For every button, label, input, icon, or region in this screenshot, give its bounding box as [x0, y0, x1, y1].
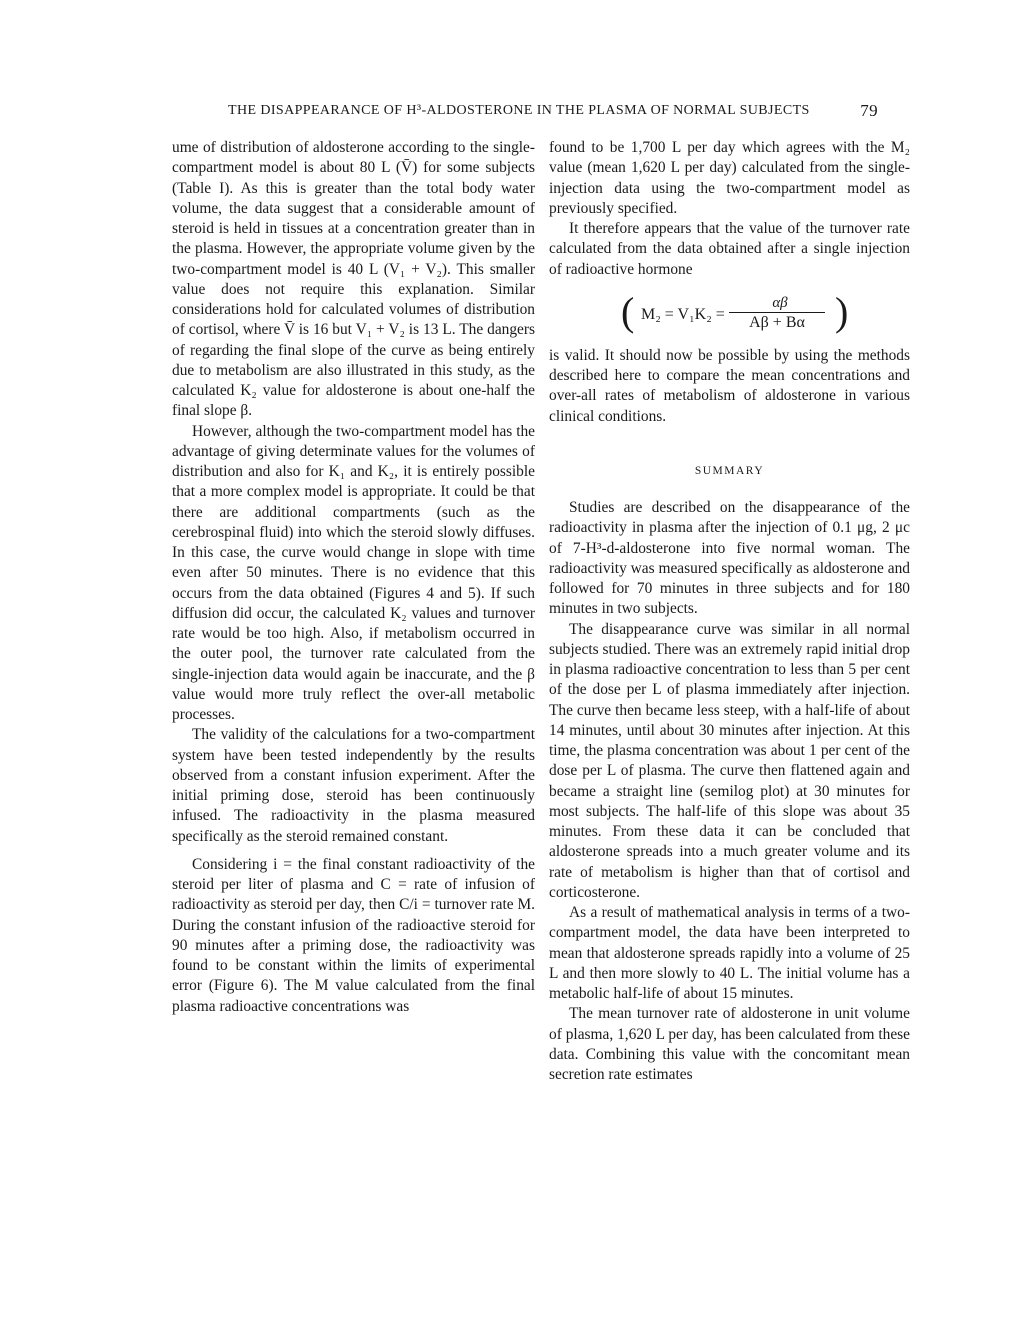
running-title: THE DISAPPEARANCE OF H³-ALDOSTERONE IN THE PLASMA OF NORMAL SUBJECTS — [228, 103, 810, 118]
paragraph: Considering i = the final constant radioactivity of the steroid per liter of plasma and C = rate of infusion of radioactivity as steroid per day, then C/i = turnover rate M. During the constant infusion of the radioactive steroid for 90 minutes after a priming dose, the radioactivity was found to be constant within the limits of experimental error (Figure 6). The M value calculated from the final plasma radioactive concentrations was — [172, 855, 535, 1015]
paragraph: The mean turnover rate of aldosterone in unit volume of plasma, 1,620 L per day, has been calculated from these data. Combining this value with the concomitant mean secretion rate estimates — [549, 1005, 910, 1083]
paragraph: found to be 1,700 L per day which agrees with the M₂ value (mean 1,620 L per day) calculated from the single-injection data using the two-compartment model as previously specified. — [549, 139, 910, 217]
page-number: 79 — [860, 101, 878, 120]
equation-lhs: M₂ = V₁K₂ = — [641, 305, 725, 323]
paragraph: The disappearance curve was similar in all normal subjects studied. There was an extremely rapid initial drop in plasma radioactive concentration to less than 5 per cent of the dose per L of plasma immediately after injection. The curve then became less steep, with a half-life of about 14 minutes, until about 30 minutes after injection. At this time, the plasma concentration was about 1 per cent of the dose per L of plasma. The curve then flattened again and became a straight line (semilog plot) at 30 minutes for most subjects. The half-life of this slope was about 35 minutes. From these data it can be concluded that aldosterone spreads into a much greater volume and its rate of metabolism is higher than that of cortisol and corticosterone. — [549, 620, 910, 901]
paragraph: It therefore appears that the value of the turnover rate calculated from the data obtained after a single injection of radioactive hormone — [549, 220, 910, 278]
fraction-numerator: αβ — [772, 294, 788, 311]
summary-heading: SUMMARY — [694, 464, 765, 477]
paragraph: ume of distribution of aldosterone according to the single-compartment model is about 80 L (V̄) for some subjects (Table I). As this is greater than the total body water volume, the data suggest that a considerable amount of steroid is held in tissues at a concentration greater than in the plasma. However, the appropriate volume given by the two-compartment model is 40 L (V₁ + V₂). This smaller value does not require this explanation. Similar considerations hold for calculated volumes of distribution of cortisol, where V̄ is 16 but V₁ + V₂ is 13 L. The dangers of regarding the final slope of the curve as being entirely due to metabolism are also illustrated in this study, as the calculated K₂ value for aldosterone is about one-half the final slope β. — [172, 139, 535, 420]
left-paren: ( — [621, 288, 635, 334]
right-paren: ) — [835, 288, 849, 334]
fraction-denominator: Aβ + Bα — [749, 313, 805, 331]
right-column — [549, 138, 910, 1085]
left-column — [172, 138, 535, 1017]
paragraph: Studies are described on the disappearance of the radioactivity in plasma after the injection of 0.1 μg, 2 μc of 7-H³-d-aldosterone into five normal woman. The radioactivity was measured specifically as aldosterone and followed for 70 minutes in three subjects and for 180 minutes in two subjects. — [549, 499, 910, 618]
running-header — [228, 103, 878, 125]
paragraph: is valid. It should now be possible by using the methods described here to compare the mean concentrations and over-all rates of metabolism of aldosterone in various clinical conditions. — [549, 346, 910, 425]
paragraph: However, although the two-compartment model has the advantage of giving determinate values for the volumes of distribution and also for K₁ and K₂, it is entirely possible that a more complex model is appropriate. It could be that there are additional compartments (such as the cerebrospinal fluid) into which the steroid slowly diffuses. In this case, the curve would change in slope with time even after 50 minutes. There is no evidence that this occurs from the data obtained (Figures 4 and 5). If such diffusion did occur, the calculated K₂ values and turnover rate would be too high. Also, if metabolism occurred in the outer pool, the turnover rate calculated from the single-injection data would again be inaccurate, and the β value would more truly reflect the over-all metabolic processes. — [172, 422, 535, 723]
turnover-equation — [549, 288, 910, 338]
equation-fraction — [725, 294, 829, 333]
paragraph: The validity of the calculations for a two-compartment system have been tested independently by the results observed from a constant infusion experiment. After the initial priming dose, steroid has been continuously infused. The radioactivity in the plasma measured specifically as the steroid remained constant. — [172, 726, 535, 845]
paragraph: As a result of mathematical analysis in terms of a two-compartment model, the data have been interpreted to mean that aldosterone spreads rapidly into a volume of 25 L and then more slowly to 40 L. The initial volume has a metabolic half-life of about 15 minutes. — [549, 904, 910, 1002]
